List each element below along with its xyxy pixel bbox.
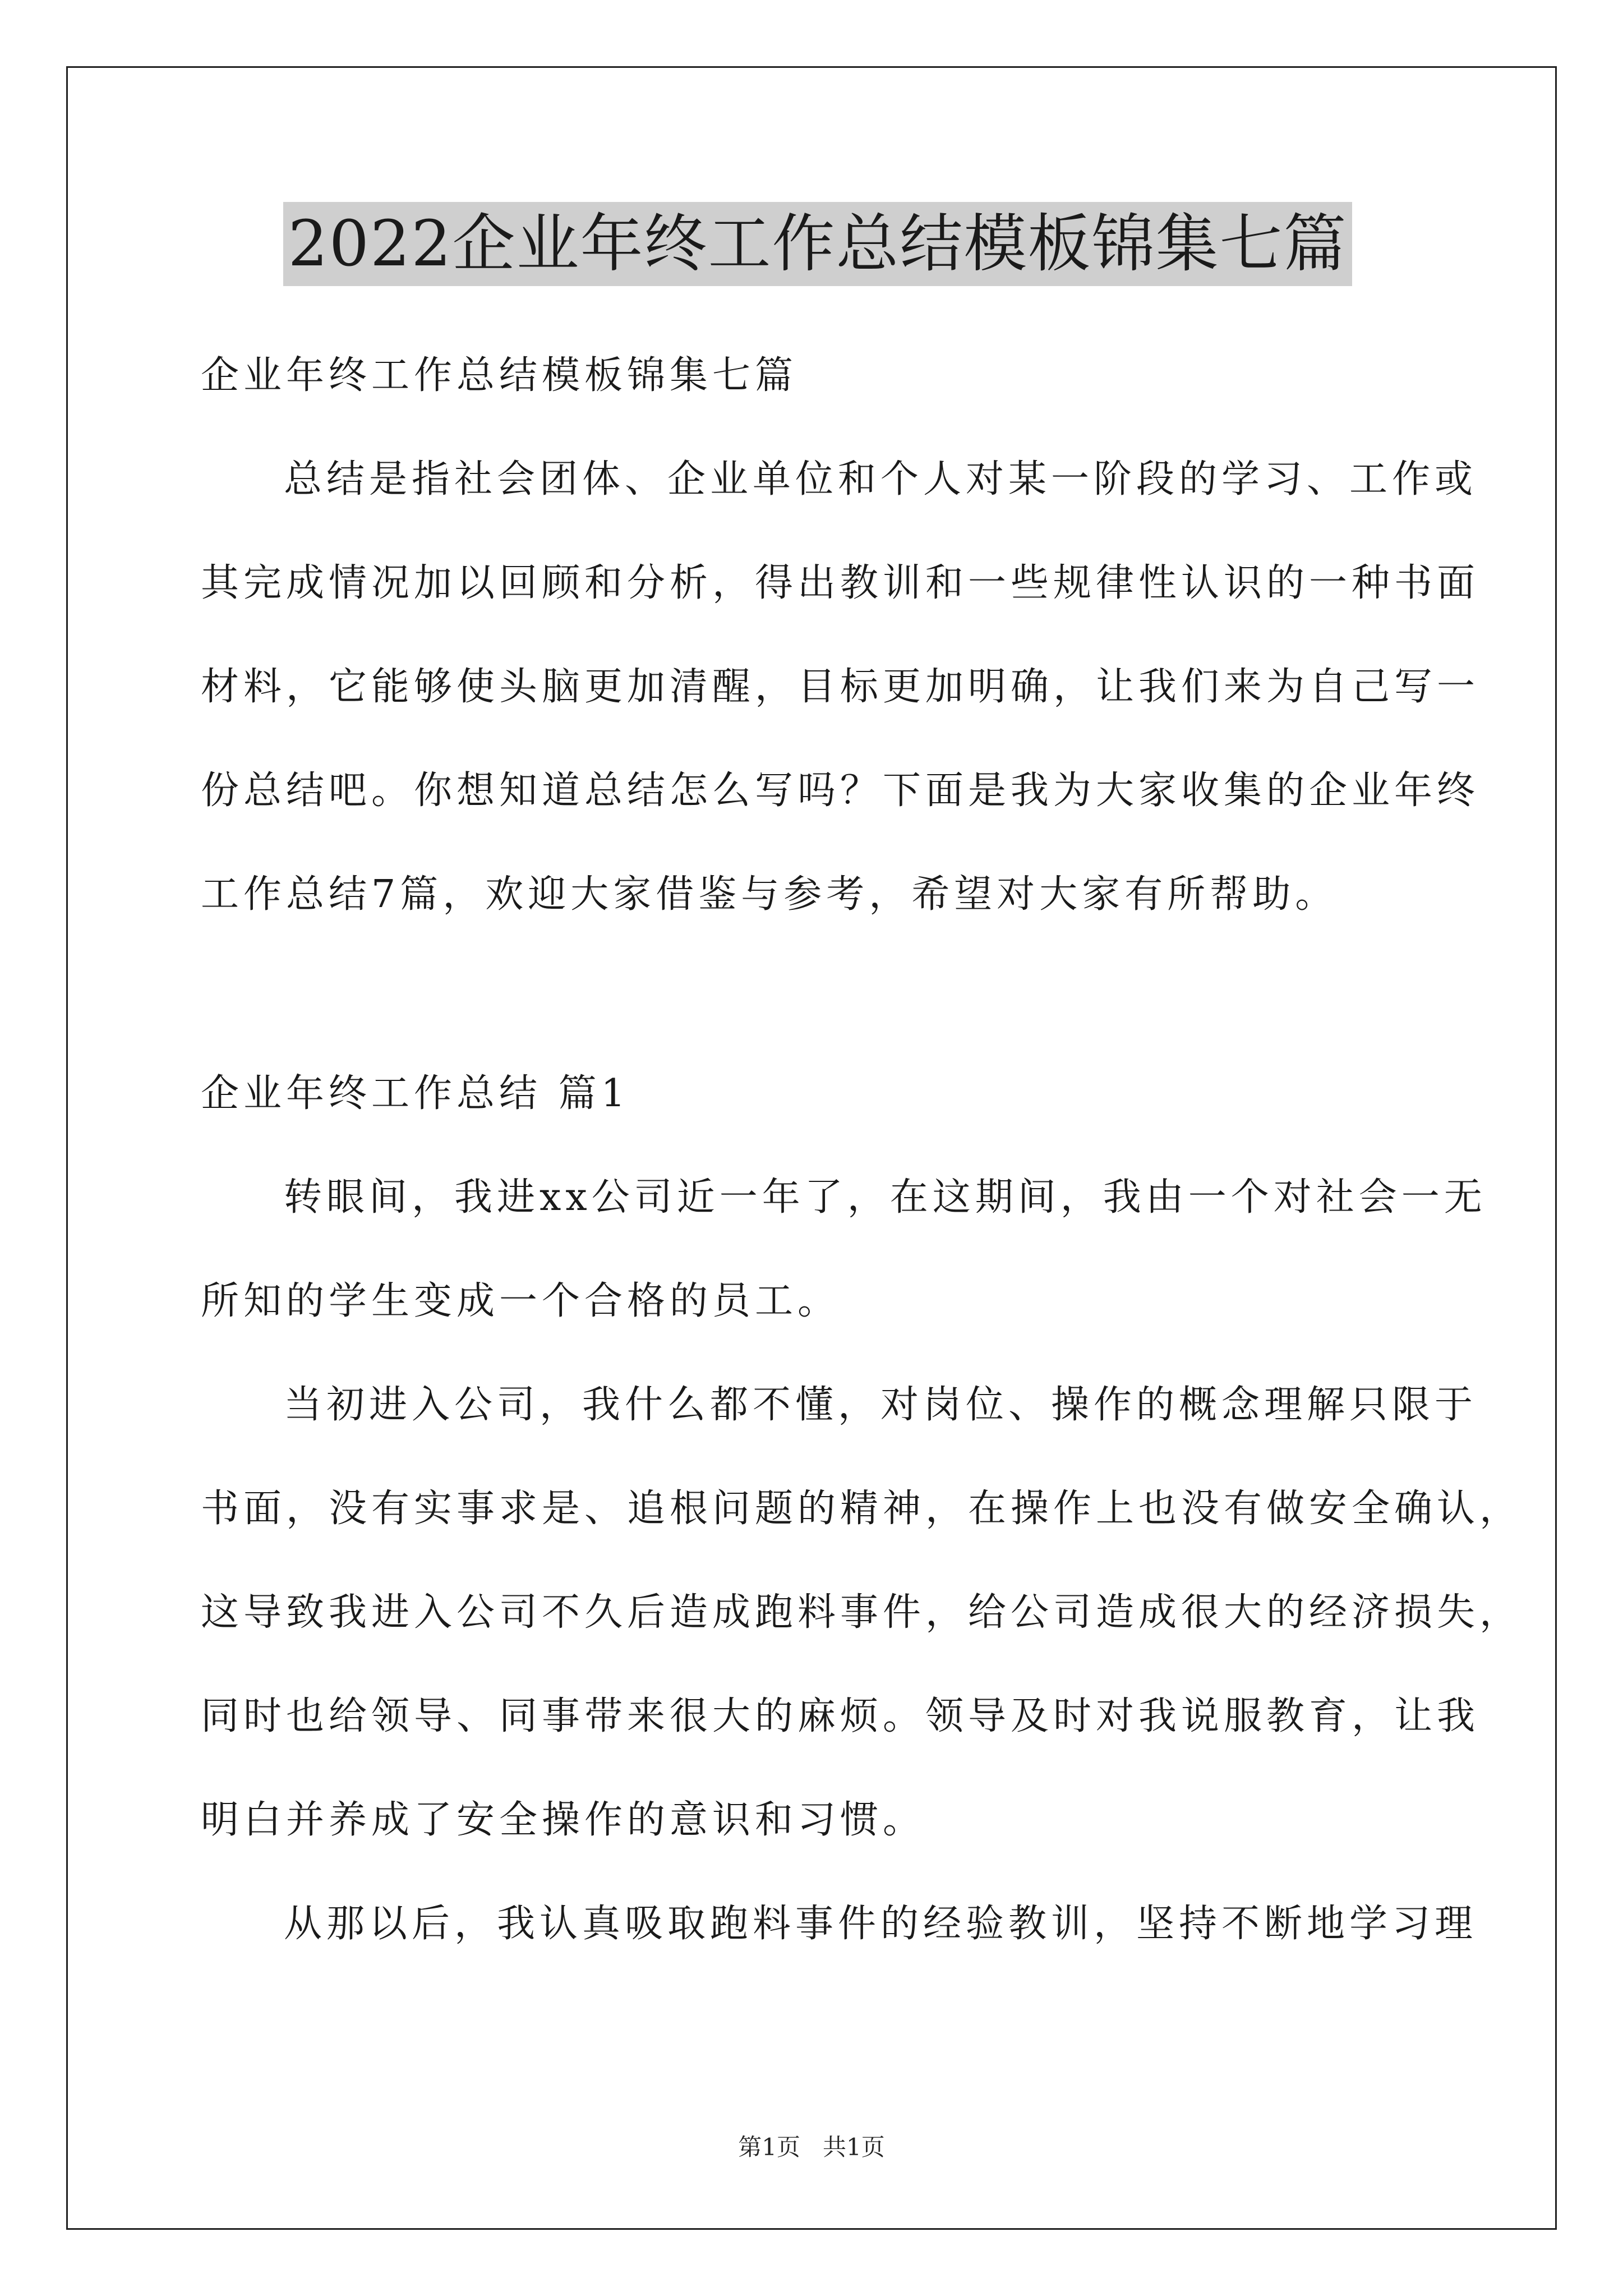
paragraph-line-5: 这导致我进入公司不久后造成跑料事件，给公司造成很大的经济损失，: [201, 1590, 1523, 1635]
paragraph-line-2: 所知的学生变成一个合格的员工。: [201, 1279, 841, 1323]
paragraph-line-3: 当初进入公司，我什么都不懂，对岗位、操作的概念理解只限于: [284, 1383, 1478, 1427]
page-footer: [0, 2132, 1623, 2163]
paragraph-line-1: 转眼间，我进xx公司近一年了，在这期间，我由一个对社会一无: [284, 1175, 1487, 1220]
intro-line-3: 材料，它能够使头脑更加清醒，目标更加明确，让我们来为自己写一: [201, 665, 1480, 709]
document-title: 2022企业年终工作总结模板锦集七篇: [283, 202, 1352, 286]
intro-line-4: 份总结吧。你想知道总结怎么写吗？下面是我为大家收集的企业年终: [201, 769, 1480, 813]
paragraph-line-8: 从那以后，我认真吸取跑料事件的经验教训，坚持不断地学习理: [284, 1902, 1478, 1946]
document-subtitle: 企业年终工作总结模板锦集七篇: [201, 353, 798, 398]
paragraph-line-4: 书面，没有实事求是、追根问题的精神，在操作上也没有做安全确认，: [201, 1487, 1523, 1531]
page-number: 第1页: [738, 2133, 800, 2161]
intro-line-2: 其完成情况加以回顾和分析，得出教训和一些规律性认识的一种书面: [201, 561, 1480, 605]
page-total: 共1页: [823, 2133, 885, 2161]
intro-line-5: 工作总结7篇，欢迎大家借鉴与参考，希望对大家有所帮助。: [201, 872, 1338, 917]
title-container: [201, 202, 1435, 286]
intro-line-1: 总结是指社会团体、企业单位和个人对某一阶段的学习、工作或: [284, 457, 1478, 501]
section-heading-1: 企业年终工作总结 篇1: [201, 1071, 630, 1116]
paragraph-line-6: 同时也给领导、同事带来很大的麻烦。领导及时对我说服教育，让我: [201, 1694, 1480, 1738]
paragraph-line-7: 明白并养成了安全操作的意识和习惯。: [201, 1798, 926, 1842]
